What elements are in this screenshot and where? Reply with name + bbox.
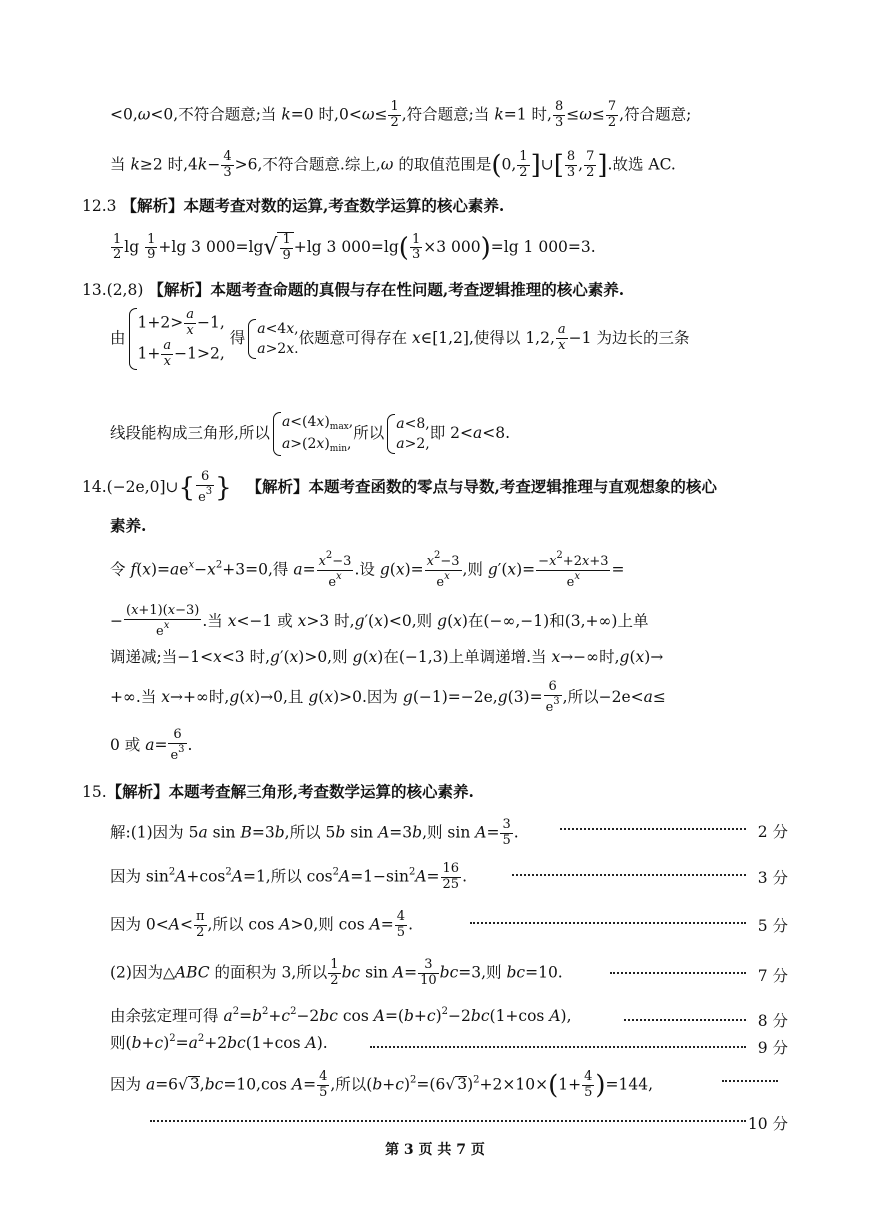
q14-line-1: 令 $f(x)=ae^x-x^2+3=0$,得 a= $\frac{x^2-3}{e^x}$ .设 g(x)= $\frac{x^2-3}{e^x}$ ,则 g′(x)= $\frac{-x^2+2x+3}{e^x}$ = <box>110 550 625 590</box>
q14-line-2: − $\frac{(x+1)(x-3)}{e^x}$ .当 x<−1 或 x>3 时,g′(x)<0,则 g(x)在(−∞,−1)和(3,+∞)上单 <box>110 603 649 639</box>
q12-heading: 【解析】本题考查对数的运算,考查数学运算的核心素养. <box>121 196 505 215</box>
score-7: 10 分 <box>747 1115 788 1133</box>
q14-heading: 【解析】本题考查函数的零点与导数,考查逻辑推理与直观想象的核心 <box>246 476 717 496</box>
q13-title <box>82 282 624 299</box>
score-2: 3 分 <box>757 869 788 887</box>
q13-heading: 【解析】本题考查命题的真假与存在性问题,考查逻辑推理的核心素养. <box>148 280 625 299</box>
q14-line-5: 0 或 a= $\frac{6}{e^3}$ . <box>110 727 193 763</box>
q15-title <box>82 784 474 801</box>
leader-dots-2 <box>512 874 746 876</box>
q15-step-5: 由余弦定理可得 $a^2=b^2+c^2-2bc$ $\cos A=(b+c)^2-2bc(1+\cos$ A), <box>110 1006 572 1025</box>
q13-number: 13.(2,8) <box>82 281 144 299</box>
leader-dots-4 <box>610 972 746 974</box>
score-3: 5 分 <box>757 917 788 935</box>
q15-step-1: 解:(1)因为 5a sin B=3b,所以 5b sin A=3b,则 sin A= $\frac{3}{5}$ . <box>110 817 519 848</box>
score-5: 8 分 <box>757 1012 788 1030</box>
q15-step-2: 因为 $\sin^2A+\cos^2A=1$,所以 $\cos^2A=1-\sin^2A=$ $\frac{16}{25}$ . <box>110 861 467 892</box>
score-4: 7 分 <box>757 967 788 985</box>
q12-number: 12.3 <box>82 197 117 215</box>
score-6: 9 分 <box>757 1039 788 1057</box>
q15-number: 15. <box>82 783 107 801</box>
leader-dots-5 <box>624 1019 746 1021</box>
q15-step-7: 因为 a=6√ 3,bc=10,cos A= $\frac{4}{5}$ ,所以$(b+c)^2=(6√$ 3)$^2$+2×10×(1+ $\frac{4}{5}$ )=144, <box>110 1069 654 1101</box>
q14-heading-2: 素养. <box>110 516 147 535</box>
leader-dots-6 <box>370 1046 746 1048</box>
q13-line-1: 由 1+2> $\frac{a}{x}$ −1, 1+ $\frac{a}{x}$ −1>2, 得 a<4x, a>2x. 依题意可得存在 x∈[1,2],使得以 1,2, $\frac{a}{x}$ −1 为边长的三条 <box>110 307 690 369</box>
leader-dots-3 <box>470 922 746 924</box>
q14-line-4: +∞.当 x→+∞时,g(x)→0,且 g(x)>0.因为 g(−1)=−2e,g(3)= $\frac{6}{e^3}$ ,所以−2e<a≤ <box>110 679 666 715</box>
leader-dots-1 <box>560 828 746 830</box>
q14-number: 14.(−2e,0]∪{ $\frac{6}{e^3}$ } <box>82 469 232 505</box>
leader-dots-7b <box>150 1120 746 1122</box>
q15-step-6: 则$(b+c)^2=a^2+2bc(1+\cos$ A). <box>110 1033 328 1052</box>
leader-dots-7a <box>722 1080 778 1082</box>
q11-line-2: 当 k≥2 时,4k− $\frac{4}{3}$ >6,不符合题意.综上,ω 的取值范围是(0, $\frac{1}{2}$ ]∪[ $\frac{8}{3}$ , $\frac{7}{2}$ ].故选 AC. <box>110 149 676 181</box>
q15-heading: 【解析】本题考查解三角形,考查数学运算的核心素养. <box>106 782 474 801</box>
q13-line-2: 线段能构成三角形,所以 $a<(4x)_{max}$, $a>(2x)_{min}$, 所以 a<8, a>2, 即 2<a<8. <box>110 412 510 456</box>
q15-step-4: (2)因为△ABC 的面积为 3,所以 $\frac{1}{2}$ bc sin A= $\frac{3}{10}$ bc=3,则 bc=10. <box>110 957 563 988</box>
q12-formula: $\frac{1}{2}$ lg $\frac{1}{9}$ +lg 3 000=lg√ $\frac{1}{9}$ +lg 3 000=lg( $\frac{1}{3}$ ×3 000)=lg 1 000=3. <box>113 231 596 263</box>
q14-line-3: 调递减;当−1<x<3 时,g′(x)>0,则 g(x)在(−1,3)上单调递增.当 x→−∞时,g(x)→ <box>110 648 664 666</box>
q15-step-3: 因为 0<A< $\frac{\pi}{2}$ ,所以 cos A>0,则 cos A= $\frac{4}{5}$ . <box>110 909 414 940</box>
page-footer: 第 3 页 共 7 页 <box>385 1142 485 1158</box>
q11-line-1: <0,ω<0,不符合题意;当 k=0 时,0<ω≤ $\frac{1}{2}$ ,符合题意;当 k=1 时, $\frac{8}{3}$ ≤ω≤ $\frac{7}{2}$ ,符合题意; <box>110 99 692 130</box>
q12-title <box>82 198 504 215</box>
score-1: 2 分 <box>757 823 788 841</box>
q14-title <box>82 470 717 506</box>
